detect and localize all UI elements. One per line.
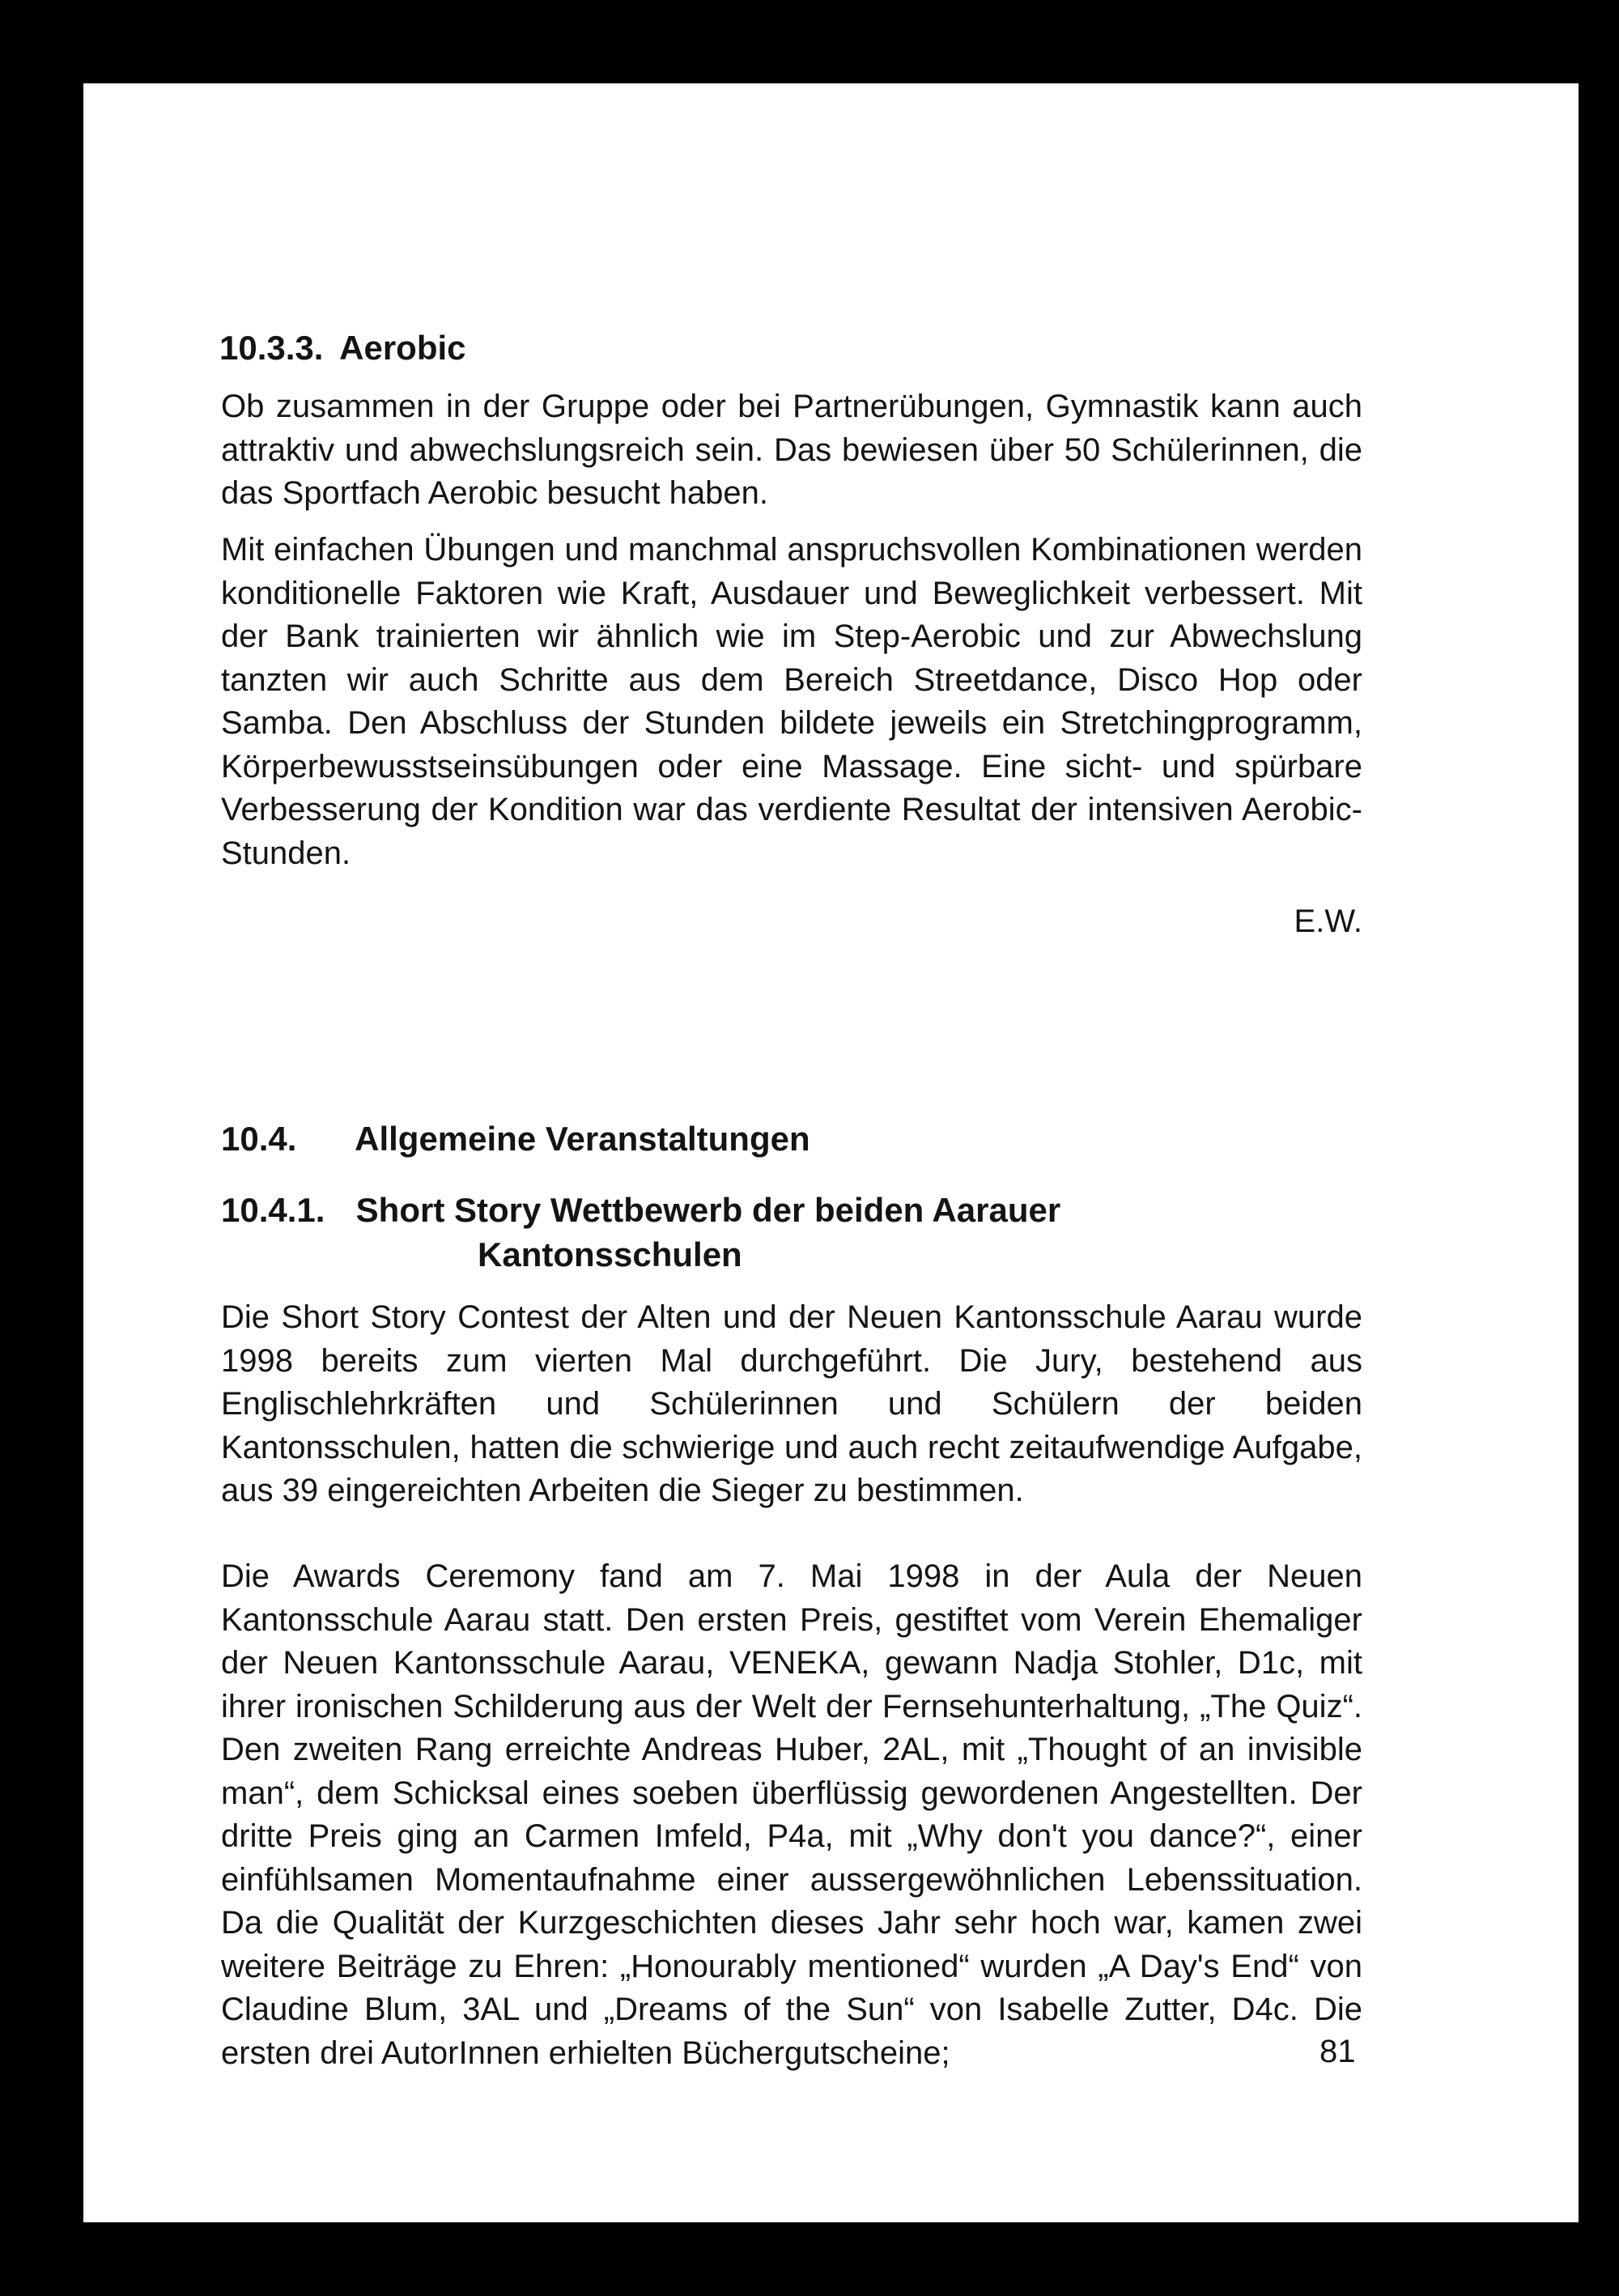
heading-aerobic — [219, 326, 466, 370]
short-story-paragraph-1: Die Short Story Contest der Alten und der Neuen Kantonsschule Aarau wurde 1998 bereits zum vierten Mal durchgeführt. Die Jury, bestehend aus Englischlehrkräften und Schülerinnen und Schülern der beiden Kantonsschulen, hatten die schwierige und auch recht zeitaufwendige Aufgabe, aus 39 eingereichten Arbeiten die Sieger zu bestimmen. — [221, 1299, 1362, 1508]
page-number: 81 — [1319, 2034, 1356, 2069]
short-story-paragraph-2: Die Awards Ceremony fand am 7. Mai 1998 in der Aula der Neuen Kantonsschule Aarau statt. Den ersten Preis, gestiftet vom Verein Ehemaliger der Neuen Kantonsschule Aarau, VENEKA, gewann Nadja Stohler, D1c, mit ihrer ironischen Schilderung aus der Welt der Fernsehunterhaltung, „The Quiz“. Den zweiten Rang erreichte Andreas Huber, 2AL, mit „Thought of an invisible man“, dem Schicksal eines soeben überflüssig gewordenen Angestellten. Der dritte Preis ging an Carmen Imfeld, P4a, mit „Why don't you dance?“, einer einfühlsamen Momentaufnahme einer aussergewöhnlichen Lebenssituation. Da die Qualität der Kurzgeschichten dieses Jahr sehr hoch war, kamen zwei weitere Beiträge zu Ehren: „Honourably mentioned“ wurden „A Day's End“ von Claudine Blum, 3AL und „Dreams of the Sun“ von Isabelle Zutter, D4c. Die ersten drei AutorInnen erhielten Büchergutscheine; — [221, 1558, 1362, 2071]
heading-10-4-1-title-line2: Kantonsschulen — [478, 1235, 742, 1273]
heading-short-story — [221, 1188, 1060, 1232]
heading-10-4-1-title-line1: Short Story Wettbewerb der beiden Aarauer — [355, 1191, 1061, 1229]
heading-10-4-title: Allgemeine Veranstaltungen — [355, 1120, 810, 1158]
heading-aerobic-title: Aerobic — [339, 329, 466, 367]
aerobic-signature: E.W. — [1294, 904, 1362, 939]
heading-allgemeine-veranstaltungen — [221, 1117, 810, 1161]
heading-10-4-1-number: 10.4.1. — [221, 1191, 325, 1229]
document-page — [83, 83, 1579, 2222]
heading-10-4-number: 10.4. — [221, 1120, 297, 1158]
heading-aerobic-number: 10.3.3. — [219, 329, 324, 367]
aerobic-paragraph-1: Ob zusammen in der Gruppe oder bei Partnerübungen, Gymnastik kann auch attraktiv und abwechslungsreich sein. Das bewiesen über 50 Schülerinnen, die das Sportfach Aerobic besucht haben. — [221, 389, 1362, 511]
aerobic-paragraph-2: Mit einfachen Übungen und manchmal anspruchsvollen Kombinationen werden konditionelle Faktoren wie Kraft, Ausdauer und Beweglichkeit verbessert. Mit der Bank trainierten wir ähnlich wie im Step-Aerobic und zur Abwechslung tanzten wir auch Schritte aus dem Bereich Streetdance, Disco Hop oder Samba. Den Abschluss der Stunden bildete jeweils ein Stretchingprogramm, Körperbewusstseinsübungen oder eine Massage. Eine sicht- und spürbare Verbesserung der Kondition war das verdiente Resultat der intensiven Aerobic-Stunden. — [221, 532, 1362, 871]
